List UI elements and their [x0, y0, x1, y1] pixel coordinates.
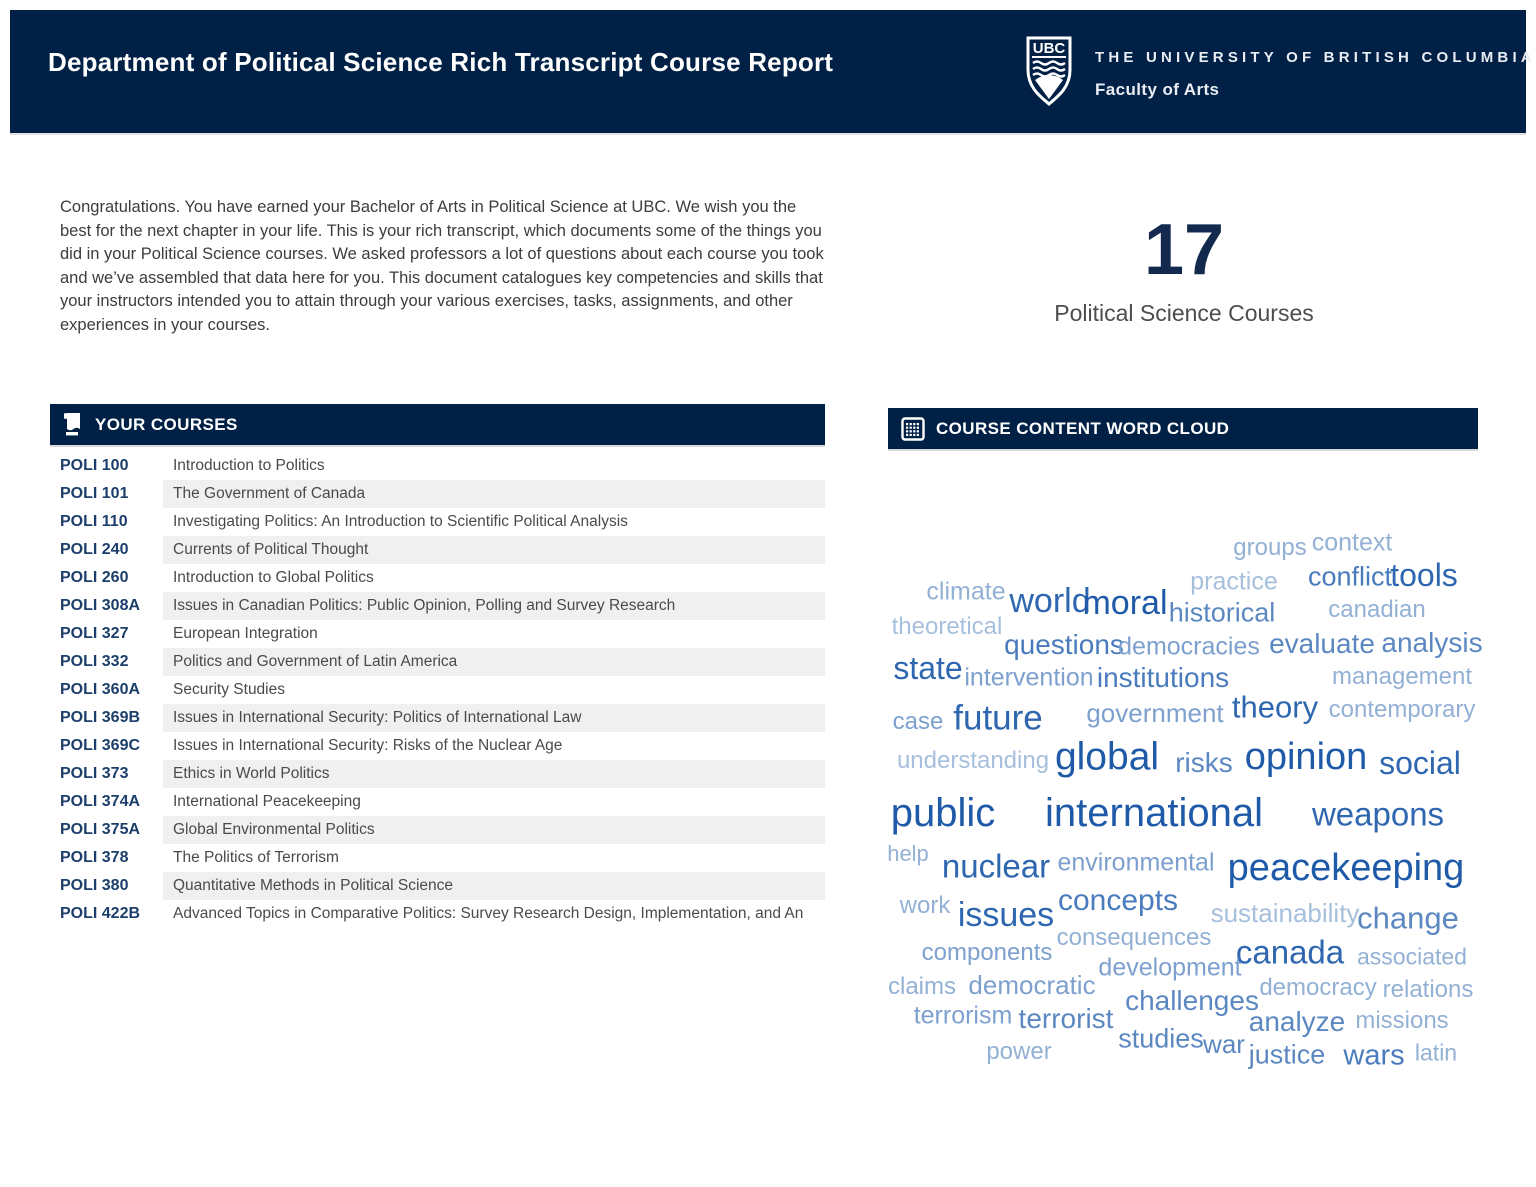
course-title: Introduction to Politics [173, 457, 325, 474]
word-cloud-word: associated [1357, 943, 1467, 970]
course-title: Investigating Politics: An Introduction to Scientific Political Analysis [173, 513, 628, 530]
word-cloud-word: components [921, 939, 1053, 966]
word-cloud-word: theory [1231, 689, 1319, 725]
course-code: POLI 369C [60, 737, 141, 754]
word-cloud-word: change [1357, 900, 1459, 936]
course-code: POLI 100 [60, 457, 129, 474]
course-title: Global Environmental Politics [163, 816, 825, 844]
word-cloud-word: canada [1235, 933, 1345, 971]
word-cloud-word: challenges [1125, 985, 1259, 1016]
course-count-label: Political Science Courses [1054, 300, 1314, 326]
word-cloud-header [888, 408, 1478, 449]
table-row [50, 732, 825, 760]
course-title: Advanced Topics in Comparative Politics: Survey Research Design, Implementation, and An [173, 905, 804, 922]
course-title: International Peacekeeping [173, 793, 361, 810]
course-code: POLI 308A [60, 597, 141, 614]
word-cloud-word: environmental [1057, 848, 1215, 877]
word-cloud [888, 500, 1488, 1080]
word-cloud-word: claims [887, 973, 957, 1000]
word-cloud-word: theoretical [891, 613, 1003, 640]
table-row [50, 704, 825, 732]
table-row [50, 788, 825, 816]
svg-text:UBC: UBC [1032, 40, 1066, 57]
table-row [50, 872, 825, 900]
course-title: Currents of Political Thought [163, 536, 825, 564]
course-code: POLI 240 [60, 541, 129, 558]
word-cloud-word: latin [1414, 1039, 1458, 1066]
course-code: POLI 369B [60, 709, 141, 726]
word-cloud-word: social [1379, 745, 1461, 781]
course-code: POLI 378 [60, 849, 129, 866]
course-code: POLI 373 [60, 765, 129, 782]
course-title: Introduction to Global Politics [173, 569, 374, 586]
word-cloud-word: evaluate [1269, 628, 1375, 659]
word-cloud-word: practice [1190, 567, 1278, 596]
course-title: Politics and Government of Latin America [163, 648, 825, 676]
word-cloud-word: wars [1343, 1039, 1405, 1072]
word-cloud-word: questions [1004, 629, 1124, 660]
word-cloud-word: climate [926, 577, 1006, 606]
word-cloud-word: analyze [1248, 1006, 1346, 1037]
word-cloud-word: democracy [1259, 974, 1377, 1001]
word-cloud-word: opinion [1244, 736, 1368, 778]
course-title: European Integration [173, 625, 318, 642]
grid-icon [901, 417, 925, 441]
table-row [50, 508, 825, 536]
word-cloud-word: groups [1233, 534, 1307, 561]
course-title: The Government of Canada [163, 480, 825, 508]
your-courses-header [50, 404, 825, 445]
course-code: POLI 260 [60, 569, 129, 586]
word-cloud-word: contemporary [1328, 696, 1476, 723]
word-cloud-word: context [1311, 528, 1393, 557]
word-cloud-word: consequences [1056, 924, 1212, 951]
word-cloud-word: international [1045, 791, 1263, 835]
ubc-logo [1025, 36, 1536, 108]
word-cloud-word: canadian [1328, 596, 1426, 623]
word-cloud-word: moral [1082, 584, 1168, 622]
course-code: POLI 380 [60, 877, 129, 894]
table-row [50, 620, 825, 648]
word-cloud-word: power [986, 1038, 1052, 1065]
word-cloud-word: case [892, 708, 944, 735]
course-title: Security Studies [173, 681, 285, 698]
table-row [50, 564, 825, 592]
word-cloud-word: management [1331, 663, 1473, 690]
word-cloud-word: intervention [964, 663, 1094, 692]
course-code: POLI 110 [60, 513, 128, 530]
course-title: The Politics of Terrorism [173, 849, 339, 866]
table-row [50, 592, 825, 620]
word-cloud-word: analysis [1381, 627, 1483, 658]
word-cloud-word: nuclear [941, 847, 1051, 885]
course-code: POLI 422B [60, 905, 141, 922]
word-cloud-title: COURSE CONTENT WORD CLOUD [936, 418, 1230, 438]
word-cloud-word: justice [1248, 1039, 1326, 1070]
table-row [50, 900, 825, 928]
intro-paragraph: Congratulations. You have earned your Bachelor of Arts in Political Science at UBC. We wish you the best for the next chapter in your life. This is your rich transcript, which documents some of the things you did in your Political Science courses. We asked professors a lot of questions about each course you took and we’ve assembled that data here for you. This document catalogues key competencies and skills that your instructors intended you to attain through your various exercises, tasks, assignments, and other experiences in your courses. [60, 198, 824, 334]
table-row [50, 816, 825, 844]
table-row [50, 452, 825, 480]
word-cloud-word: peacekeeping [1227, 847, 1465, 889]
word-cloud-word: institutions [1096, 662, 1230, 693]
word-cloud-word: missions [1355, 1007, 1449, 1034]
course-title: Ethics in World Politics [163, 760, 825, 788]
course-count-value: 17 [1143, 210, 1225, 290]
table-row [50, 844, 825, 872]
word-cloud-word: terrorism [913, 1001, 1013, 1030]
word-cloud-word: public [890, 791, 996, 835]
word-cloud-word: risks [1175, 747, 1233, 778]
word-cloud-word: conflict [1307, 561, 1393, 592]
course-title: Issues in International Security: Politics of International Law [163, 704, 825, 732]
course-code: POLI 360A [60, 681, 141, 698]
word-cloud-word: war [1203, 1029, 1245, 1059]
course-count-block [888, 210, 1480, 327]
course-title: Issues in Canadian Politics: Public Opinion, Polling and Survey Research [163, 592, 825, 620]
course-table [50, 452, 825, 928]
word-cloud-word: global [1054, 735, 1160, 779]
table-row [50, 536, 825, 564]
your-courses-title: YOUR COURSES [95, 414, 238, 434]
course-code: POLI 101 [60, 485, 129, 502]
word-cloud-word: terrorist [1018, 1003, 1114, 1034]
word-cloud-word: issues [957, 896, 1055, 934]
word-cloud-word: government [1086, 698, 1224, 728]
word-cloud-word: sustainability [1210, 898, 1360, 928]
page-title: Department of Political Science Rich Transcript Course Report [48, 47, 834, 77]
course-title: Issues in International Security: Risks of the Nuclear Age [173, 737, 563, 754]
word-cloud-word: world [1009, 582, 1091, 620]
word-cloud-word: state [893, 650, 963, 686]
course-code: POLI 327 [60, 625, 129, 642]
logo-university-name: THE UNIVERSITY OF BRITISH COLUMBIA [1095, 49, 1536, 66]
course-title: Quantitative Methods in Political Science [163, 872, 825, 900]
word-cloud-word: democracies [1118, 632, 1260, 661]
ubc-shield-icon [1025, 36, 1073, 108]
word-cloud-word: help [887, 841, 929, 866]
logo-text [1095, 36, 1536, 100]
table-row [50, 760, 825, 788]
table-row [50, 648, 825, 676]
word-cloud-word: relations [1382, 976, 1474, 1003]
header [10, 10, 1536, 133]
course-code: POLI 332 [60, 653, 129, 670]
word-cloud-word: tools [1390, 557, 1458, 593]
table-row [50, 676, 825, 704]
logo-faculty-name: Faculty of Arts [1095, 80, 1220, 99]
word-cloud-word: democratic [968, 970, 1096, 1000]
word-cloud-word: historical [1168, 597, 1276, 628]
word-cloud-word: concepts [1057, 884, 1179, 917]
word-cloud-word: understanding [896, 747, 1050, 774]
course-code: POLI 374A [60, 793, 141, 810]
word-cloud-word: weapons [1311, 795, 1445, 833]
scroll-icon [63, 412, 84, 438]
word-cloud-word: future [953, 698, 1043, 738]
word-cloud-word: studies [1118, 1023, 1204, 1054]
word-cloud-word: work [899, 892, 951, 919]
table-row [50, 480, 825, 508]
course-code: POLI 375A [60, 821, 141, 838]
word-cloud-word: development [1098, 953, 1242, 982]
